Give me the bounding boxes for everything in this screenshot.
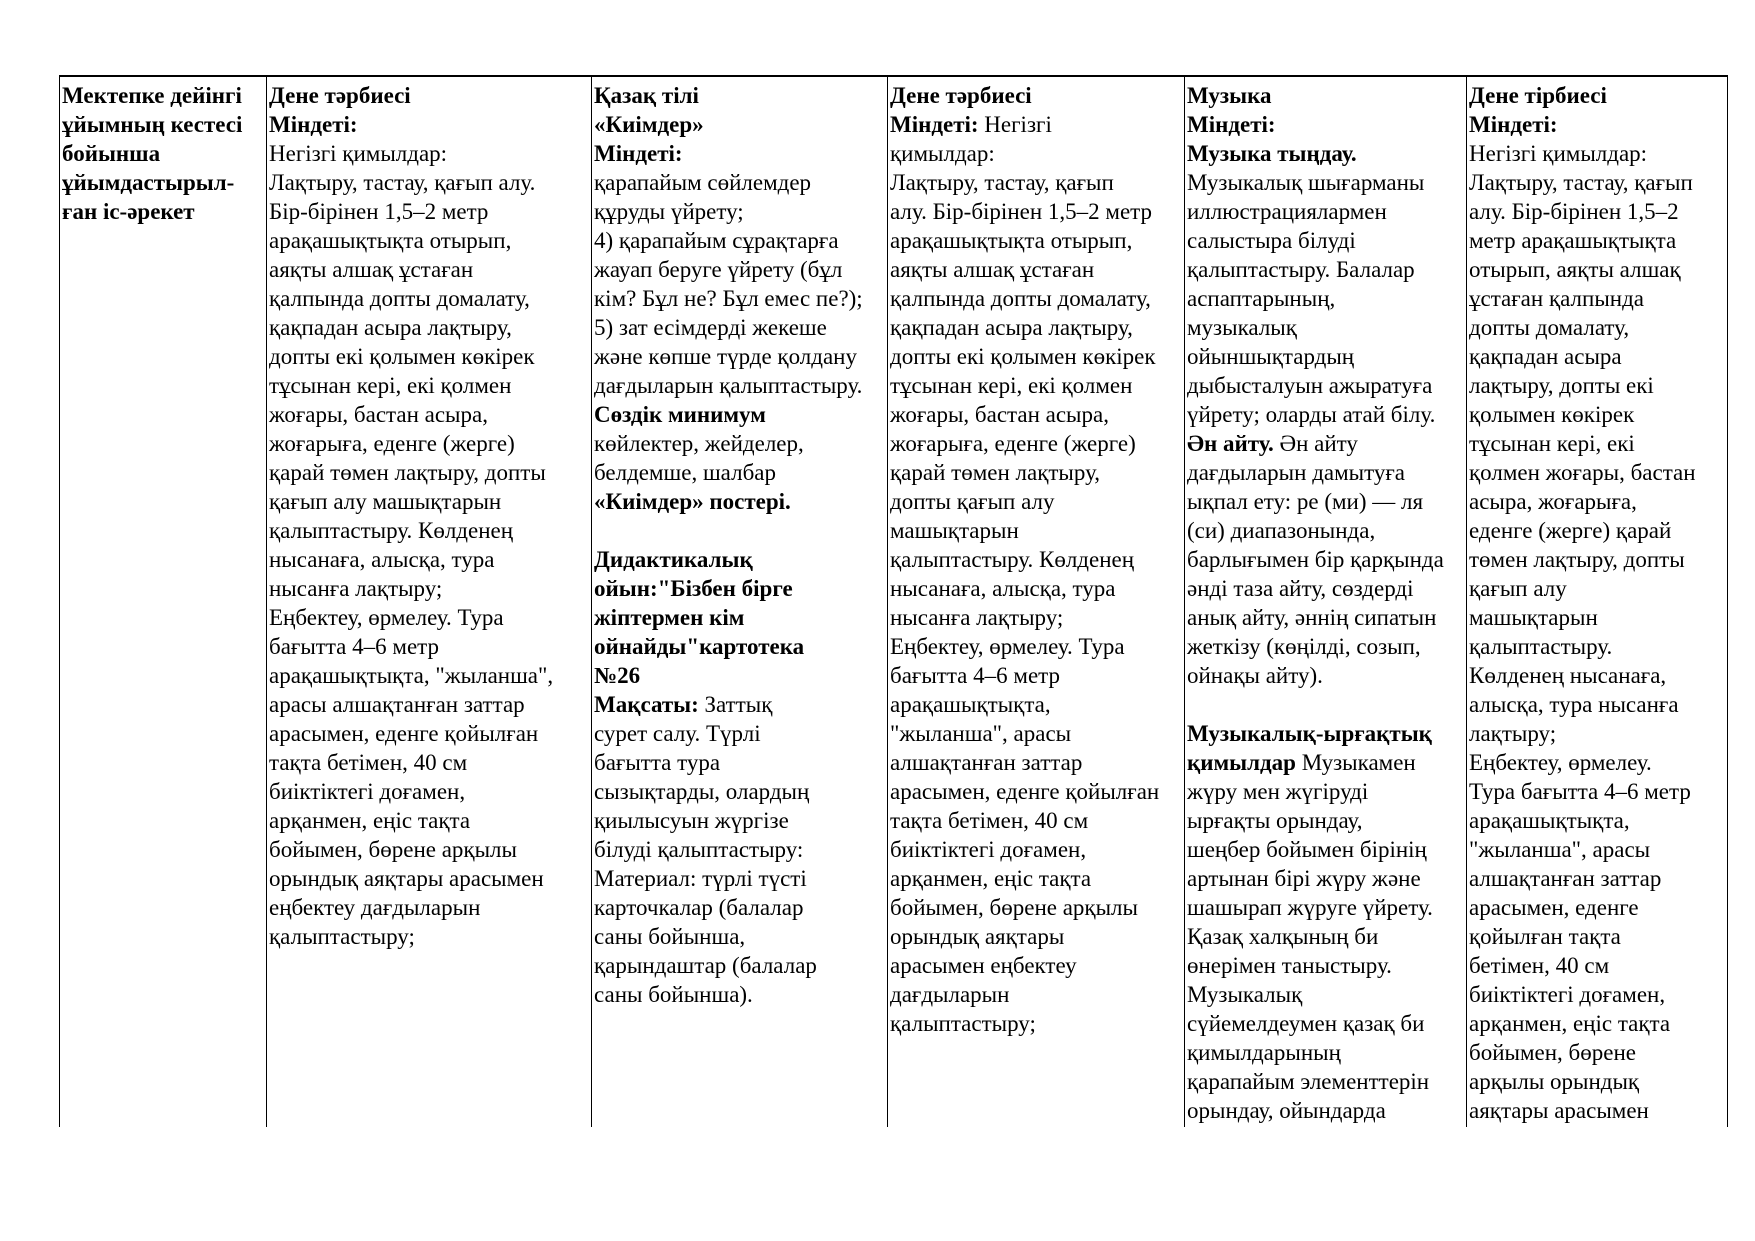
text-line: арақашықтықта отырып, <box>890 228 1133 253</box>
row-header-line: ған іс-әрекет <box>62 199 195 224</box>
text-line: орындау, ойындарда <box>1187 1098 1386 1123</box>
text-line: Міндеті: <box>269 112 358 137</box>
activity-body <box>890 110 1184 1038</box>
text-line: «Киімдер» постері. <box>594 489 791 514</box>
text-line: білуді қалыптастыру: <box>594 837 804 862</box>
text-line: Музыкалық шығарманы <box>1187 170 1425 195</box>
text-line: төмен лақтыру, допты <box>1469 547 1685 572</box>
text-line: қалыптастыру. Көлденең <box>269 518 514 543</box>
text-line: үйрету; оларды атай білу. <box>1187 402 1436 427</box>
text-line: машықтарын <box>890 518 1019 543</box>
text-line: қарай төмен лақтыру, допты <box>269 460 546 485</box>
text-line: арқанмен, еңіс тақта <box>1469 1011 1671 1036</box>
activity-cell-2 <box>591 77 887 1127</box>
text-line: жоғарыға, еденге (жерге) <box>269 431 515 456</box>
text-line: қарай төмен лақтыру, <box>890 460 1101 485</box>
text-line: Көлденең нысанаға, <box>1469 663 1667 688</box>
text-line: Негізгі қимылдар: <box>269 141 448 166</box>
text-line: Лақтыру, тастау, қағып <box>890 170 1114 195</box>
text-line: арқанмен, еңіс тақта <box>269 808 471 833</box>
text-line <box>1187 690 1466 719</box>
text-line <box>890 110 1184 139</box>
text-line: жеткізу (көңілді, созып, <box>1187 634 1421 659</box>
text-line: орындық аяқтары <box>890 924 1065 949</box>
text-line: Материал: түрлі түсті <box>594 866 807 891</box>
text-line: салыстыра білуді <box>1187 228 1356 253</box>
activity-cell-5 <box>1466 77 1728 1127</box>
text-line: допты қағып алу <box>890 489 1055 514</box>
text-line: қақпадан асыра <box>1469 344 1622 369</box>
text-line: ойнайды"картотека <box>594 634 805 659</box>
row-header-line: ұйымдастырыл- <box>62 170 235 195</box>
text-line: құруды үйрету; <box>594 199 744 224</box>
text-line: лақтыру, допты екі <box>1469 373 1654 398</box>
activity-cell-4 <box>1184 77 1466 1127</box>
text-line: қимылдарының <box>1187 1040 1341 1065</box>
text-line <box>594 690 887 719</box>
text-line: қимылдар: <box>890 141 995 166</box>
activity-title: Музыка <box>1187 83 1272 108</box>
text-line: қарапайым сөйлемдер <box>594 170 812 195</box>
text-line: алшақтанған заттар <box>1469 866 1662 891</box>
text-line: жоғары, бастан асыра, <box>890 402 1109 427</box>
text-line: Міндеті: <box>1187 112 1276 137</box>
activity-body <box>1187 110 1466 1125</box>
text-line: алысқа, тура нысанға <box>1469 692 1679 717</box>
text-line: жіптермен кім <box>594 605 745 630</box>
text-line: "жыланша", арасы <box>890 721 1072 746</box>
text-line: Еңбектеу, өрмелеу. Тура <box>890 634 1125 659</box>
activity-title: Дене тірбиесі <box>1469 83 1607 108</box>
row-header-line: Мектепке дейінгі <box>62 83 242 108</box>
text-line: сурет салу. Түрлі <box>594 721 761 746</box>
text-line: Музыкалық <box>1187 982 1303 1007</box>
text-line: Дидактикалық <box>594 547 753 572</box>
text-line: бойымен, бөрене арқылы <box>269 837 517 862</box>
text-line: тұсынан кері, екі қолмен <box>269 373 512 398</box>
text-line: тұсынан кері, екі <box>1469 431 1635 456</box>
text-line: әнді таза айту, сөздерді <box>1187 576 1414 601</box>
line-rest: Заттық <box>698 692 773 717</box>
activity-cell-1 <box>266 77 591 1127</box>
bold-lead: Міндеті: <box>890 112 979 137</box>
text-line: қалыптастыру. Балалар <box>1187 257 1415 282</box>
text-line: ырғақты орындау, <box>1187 808 1363 833</box>
text-line: қалыптастыру. <box>1469 634 1613 659</box>
text-line: қағып алу машықтарын <box>269 489 502 514</box>
text-line: арасымен еңбектеу <box>890 953 1077 978</box>
text-line: саны бойынша). <box>594 982 753 1007</box>
text-line: арақашықтықта, <box>1469 808 1630 833</box>
text-line: биіктіктегі доғамен, <box>269 779 466 804</box>
text-line: машықтарын <box>1469 605 1598 630</box>
row-header-cell <box>59 77 266 1127</box>
text-line: қалыптастыру; <box>890 1011 1036 1036</box>
text-line: жоғарыға, еденге (жерге) <box>890 431 1136 456</box>
text-line: арасы алшақтанған заттар <box>269 692 525 717</box>
text-line: бетімен, 40 см <box>1469 953 1610 978</box>
row-header-text <box>62 81 266 226</box>
text-line: тұсынан кері, екі қолмен <box>890 373 1133 398</box>
text-line: аяқтары арасымен <box>1469 1098 1649 1123</box>
text-line: музыкалық <box>1187 315 1297 340</box>
bold-lead: Мақсаты: <box>594 692 699 717</box>
text-line: қағып алу <box>1469 576 1567 601</box>
text-line: "жыланша", арасы <box>1469 837 1651 862</box>
text-line: қарындаштар (балалар <box>594 953 817 978</box>
text-line: бойымен, бөрене арқылы <box>890 895 1138 920</box>
text-line: алу. Бір-бірінен 1,5–2 <box>1469 199 1679 224</box>
text-line: қақпадан асыра лақтыру, <box>269 315 512 340</box>
activity-title: Дене тәрбиесі <box>269 83 411 108</box>
line-rest: Музыкамен <box>1295 750 1416 775</box>
schedule-table <box>59 75 1728 1127</box>
line-rest: Негізгі <box>978 112 1052 137</box>
text-line: жауап беруге үйрету (бұл <box>594 257 843 282</box>
text-line: №26 <box>594 663 641 688</box>
text-line: жоғары, бастан асыра, <box>269 402 488 427</box>
text-line: ойын:"Бізбен бірге <box>594 576 793 601</box>
text-line: шашырап жүруге үйрету. <box>1187 895 1433 920</box>
text-line: допты екі қолымен көкірек <box>890 344 1156 369</box>
text-line: Тура бағытта 4–6 метр <box>1469 779 1691 804</box>
text-line: биіктіктегі доғамен, <box>890 837 1087 862</box>
row-header-line: ұйымның кестесі <box>62 112 243 137</box>
text-line: карточкалар (балалар <box>594 895 804 920</box>
text-line: лақтыру; <box>1469 721 1557 746</box>
text-line: бағытта 4–6 метр <box>890 663 1060 688</box>
text-line: отырып, аяқты алшақ <box>1469 257 1681 282</box>
text-line: Негізгі қимылдар: <box>1469 141 1648 166</box>
text-line: аспаптарының, <box>1187 286 1336 311</box>
text-line: сүйемелдеумен қазақ би <box>1187 1011 1425 1036</box>
text-line: Міндеті: <box>594 141 683 166</box>
text-line: бағытта тура <box>594 750 721 775</box>
text-line: арасымен, еденге қойылған <box>890 779 1160 804</box>
bold-lead: Ән айту. <box>1187 431 1274 456</box>
text-line: арқанмен, еңіс тақта <box>890 866 1092 891</box>
text-line: арасымен, еденге <box>1469 895 1639 920</box>
text-line: Лақтыру, тастау, қағып <box>1469 170 1693 195</box>
activity-cell-3 <box>887 77 1184 1127</box>
text-line: дыбысталуын ажыратуға <box>1187 373 1433 398</box>
text-line: дағдыларын қалыптастыру. <box>594 373 863 398</box>
text-line: Міндеті: <box>1469 112 1558 137</box>
activity-body <box>1469 110 1727 1125</box>
text-line: өнерімен таныстыру. <box>1187 953 1392 978</box>
text-line: қойылған тақта <box>1469 924 1621 949</box>
text-line: арақашықтықта, <box>890 692 1051 717</box>
text-line: арақашықтықта отырып, <box>269 228 512 253</box>
text-line: арақашықтықта, "жыланша", <box>269 663 554 688</box>
text-line: еденге (жерге) қарай <box>1469 518 1672 543</box>
text-line: арасымен, еденге қойылған <box>269 721 539 746</box>
text-line: бағытта 4–6 метр <box>269 634 439 659</box>
activity-body <box>269 110 591 951</box>
text-line: қиылысуын жүргізе <box>594 808 789 833</box>
text-line: қалпында допты домалату, <box>269 286 530 311</box>
text-line: жүру мен жүгіруді <box>1187 779 1369 804</box>
text-line <box>1187 748 1466 777</box>
text-line: сызықтарды, олардың <box>594 779 810 804</box>
text-line: «Киімдер» <box>594 112 704 137</box>
text-line: белдемше, шалбар <box>594 460 776 485</box>
text-line: нысанға лақтыру; <box>269 576 443 601</box>
text-line: нысанаға, алысқа, тура <box>890 576 1116 601</box>
text-line: барлығымен бір қарқында <box>1187 547 1444 572</box>
bold-lead: қимылдар <box>1187 750 1296 775</box>
text-line: дағдыларын дамытуға <box>1187 460 1406 485</box>
text-line: қақпадан асыра лақтыру, <box>890 315 1133 340</box>
text-line: Бір-бірінен 1,5–2 метр <box>269 199 489 224</box>
text-line: қалпында допты домалату, <box>890 286 1151 311</box>
text-line: тақта бетімен, 40 см <box>269 750 468 775</box>
text-line: қарапайым элементтерін <box>1187 1069 1430 1094</box>
activity-title: Дене тәрбиесі <box>890 83 1032 108</box>
text-line: қалыптастыру. Көлденең <box>890 547 1135 572</box>
text-line: және көпше түрде қолдану <box>594 344 857 369</box>
text-line: Еңбектеу, өрмелеу. Тура <box>269 605 504 630</box>
activity-body <box>594 110 887 1009</box>
text-line: кім? Бұл не? Бұл емес пе?); <box>594 286 863 311</box>
text-line: қолмен жоғары, бастан <box>1469 460 1696 485</box>
text-line: артынан бірі жүру және <box>1187 866 1421 891</box>
text-line: бойымен, бөрене <box>1469 1040 1636 1065</box>
text-line: арқылы орындық <box>1469 1069 1640 1094</box>
text-line: алшақтанған заттар <box>890 750 1083 775</box>
text-line: допты екі қолымен көкірек <box>269 344 535 369</box>
text-line: нысанаға, алысқа, тура <box>269 547 495 572</box>
line-rest: Ән айту <box>1273 431 1358 456</box>
text-line: метр арақашықтықта <box>1469 228 1677 253</box>
text-line: Сөздік минимум <box>594 402 766 427</box>
text-line: (си) диапазонында, <box>1187 518 1376 543</box>
text-line: орындық аяқтары арасымен <box>269 866 544 891</box>
text-line: ойыншықтардың <box>1187 344 1355 369</box>
text-line: ойнақы айту). <box>1187 663 1323 688</box>
text-line <box>1187 429 1466 458</box>
text-line: биіктіктегі доғамен, <box>1469 982 1666 1007</box>
text-line: анық айту, әннің сипатын <box>1187 605 1437 630</box>
activity-title: Қазақ тілі <box>594 83 699 108</box>
text-line: асыра, жоғарыға, <box>1469 489 1637 514</box>
text-line: тақта бетімен, 40 см <box>890 808 1089 833</box>
text-line: ықпал ету: ре (ми) — ля <box>1187 489 1424 514</box>
text-line: Музыкалық-ырғақтық <box>1187 721 1432 746</box>
text-line: шеңбер бойымен бірінің <box>1187 837 1427 862</box>
text-line: иллюстрациялармен <box>1187 199 1387 224</box>
text-line: Қазақ халқының би <box>1187 924 1379 949</box>
text-line: аяқты алшақ ұстаған <box>890 257 1095 282</box>
text-line: саны бойынша, <box>594 924 746 949</box>
text-line: допты домалату, <box>1469 315 1630 340</box>
text-line: Еңбектеу, өрмелеу. <box>1469 750 1652 775</box>
text-line: қолымен көкірек <box>1469 402 1635 427</box>
text-line: көйлектер, жейделер, <box>594 431 804 456</box>
text-line: Лақтыру, тастау, қағып алу. <box>269 170 536 195</box>
row-header-line: бойынша <box>62 141 161 166</box>
text-line: аяқты алшақ ұстаған <box>269 257 474 282</box>
text-line <box>594 516 887 545</box>
text-line: ұстаған қалпында <box>1469 286 1644 311</box>
text-line: дағдыларын <box>890 982 1010 1007</box>
text-line: Музыка тыңдау. <box>1187 141 1357 166</box>
text-line: 4) қарапайым сұрақтарға <box>594 228 839 253</box>
text-line: нысанға лақтыру; <box>890 605 1064 630</box>
text-line: қалыптастыру; <box>269 924 415 949</box>
text-line: 5) зат есімдерді жекеше <box>594 315 827 340</box>
text-line: алу. Бір-бірінен 1,5–2 метр <box>890 199 1152 224</box>
text-line: еңбектеу дағдыларын <box>269 895 481 920</box>
